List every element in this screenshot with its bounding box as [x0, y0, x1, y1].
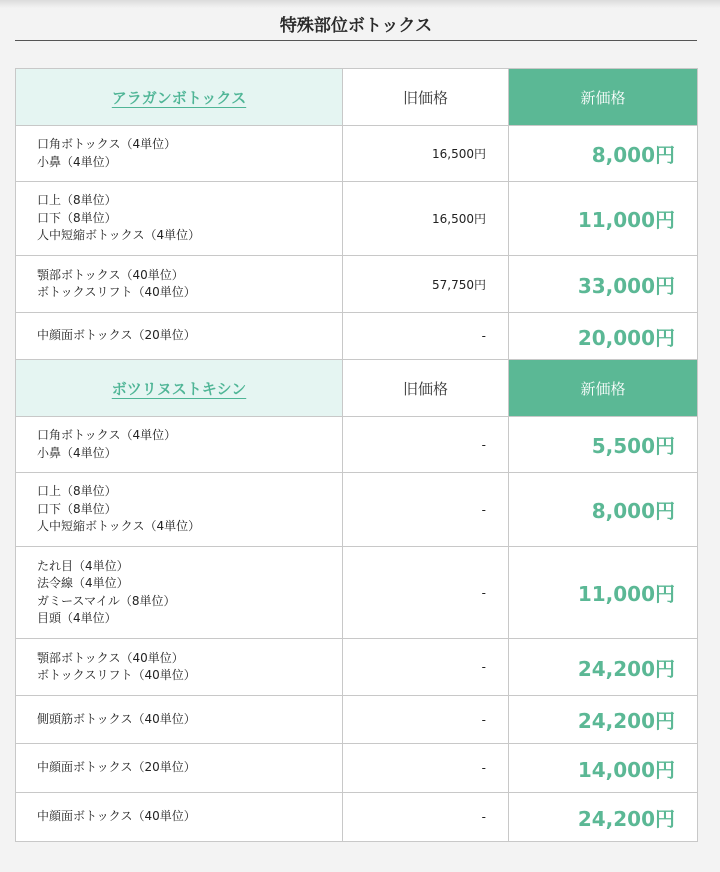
treatment-line: 人中短縮ボトックス（4単位） [37, 519, 201, 534]
treatment-line: 口上（8単位） [37, 193, 117, 208]
old-price: - [343, 547, 509, 639]
price-row [16, 473, 698, 547]
price-row [16, 639, 698, 696]
new-price: 24,200円 [509, 793, 698, 842]
treatment-cell [16, 182, 343, 256]
section-header-row [16, 360, 698, 417]
old-price: - [343, 313, 509, 360]
treatment-line: 目頭（4単位） [37, 611, 117, 625]
new-price: 20,000円 [509, 313, 698, 360]
page-title: 特殊部位ボトックス [15, 14, 697, 41]
old-price-header: 旧価格 [343, 69, 509, 126]
price-row [16, 126, 698, 182]
price-row [16, 696, 698, 744]
price-row [16, 313, 698, 360]
section-name: アラガンボトックス [16, 69, 343, 126]
treatment-line: 顎部ボトックス（40単位） [37, 650, 184, 665]
treatment-cell [16, 744, 343, 793]
old-price: 16,500円 [343, 182, 509, 256]
price-row [16, 417, 698, 473]
new-price-header: 新価格 [509, 69, 698, 126]
treatment-cell [16, 473, 343, 547]
price-row [16, 256, 698, 313]
new-price: 5,500円 [509, 417, 698, 473]
treatment-line: 法令線（4単位） [37, 576, 129, 590]
new-price: 14,000円 [509, 744, 698, 793]
old-price-header: 旧価格 [343, 360, 509, 417]
new-price: 24,200円 [509, 639, 698, 696]
old-price: - [343, 639, 509, 696]
top-shadow [0, 0, 720, 8]
treatment-cell [16, 313, 343, 360]
old-price: - [343, 744, 509, 793]
treatment-line: たれ目（4単位） [37, 558, 129, 573]
treatment-cell [16, 126, 343, 182]
treatment-cell [16, 256, 343, 313]
price-row [16, 182, 698, 256]
old-price: - [343, 473, 509, 547]
new-price: 33,000円 [509, 256, 698, 313]
price-row [16, 793, 698, 842]
new-price: 24,200円 [509, 696, 698, 744]
treatment-cell [16, 793, 343, 842]
treatment-cell [16, 417, 343, 473]
new-price: 11,000円 [509, 182, 698, 256]
price-row [16, 744, 698, 793]
price-table [15, 68, 698, 842]
new-price: 11,000円 [509, 547, 698, 639]
new-price: 8,000円 [509, 126, 698, 182]
treatment-line: 人中短縮ボトックス（4単位） [37, 228, 201, 243]
treatment-line: 顎部ボトックス（40単位） [37, 267, 184, 282]
treatment-line: 口角ボトックス（4単位） [37, 428, 177, 442]
section-name: ボツリヌストキシン [16, 360, 343, 417]
new-price: 8,000円 [509, 473, 698, 547]
old-price: 16,500円 [343, 126, 509, 182]
old-price: - [343, 417, 509, 473]
treatment-cell [16, 639, 343, 696]
treatment-line: 口角ボトックス（4単位） [37, 137, 177, 151]
treatment-line: ボトックスリフト（40単位） [37, 285, 196, 299]
treatment-line: 小鼻（4単位） [37, 445, 117, 460]
old-price: - [343, 793, 509, 842]
treatment-line: ガミースマイル（8単位） [37, 593, 176, 608]
treatment-line: 中顔面ボトックス（40単位） [37, 809, 196, 824]
new-price-header: 新価格 [509, 360, 698, 417]
treatment-cell [16, 547, 343, 639]
treatment-line: 側頭筋ボトックス（40単位） [37, 711, 196, 726]
treatment-line: ボトックスリフト（40単位） [37, 668, 196, 682]
treatment-line: 中顔面ボトックス（20単位） [37, 328, 196, 343]
treatment-line: 口下（8単位） [37, 501, 117, 516]
section-header-row [16, 69, 698, 126]
treatment-line: 口上（8単位） [37, 484, 117, 499]
treatment-line: 中顔面ボトックス（20単位） [37, 760, 196, 775]
treatment-line: 口下（8単位） [37, 210, 117, 225]
price-table-body [16, 69, 698, 842]
treatment-cell [16, 696, 343, 744]
old-price: - [343, 696, 509, 744]
treatment-line: 小鼻（4単位） [37, 154, 117, 169]
old-price: 57,750円 [343, 256, 509, 313]
price-row [16, 547, 698, 639]
